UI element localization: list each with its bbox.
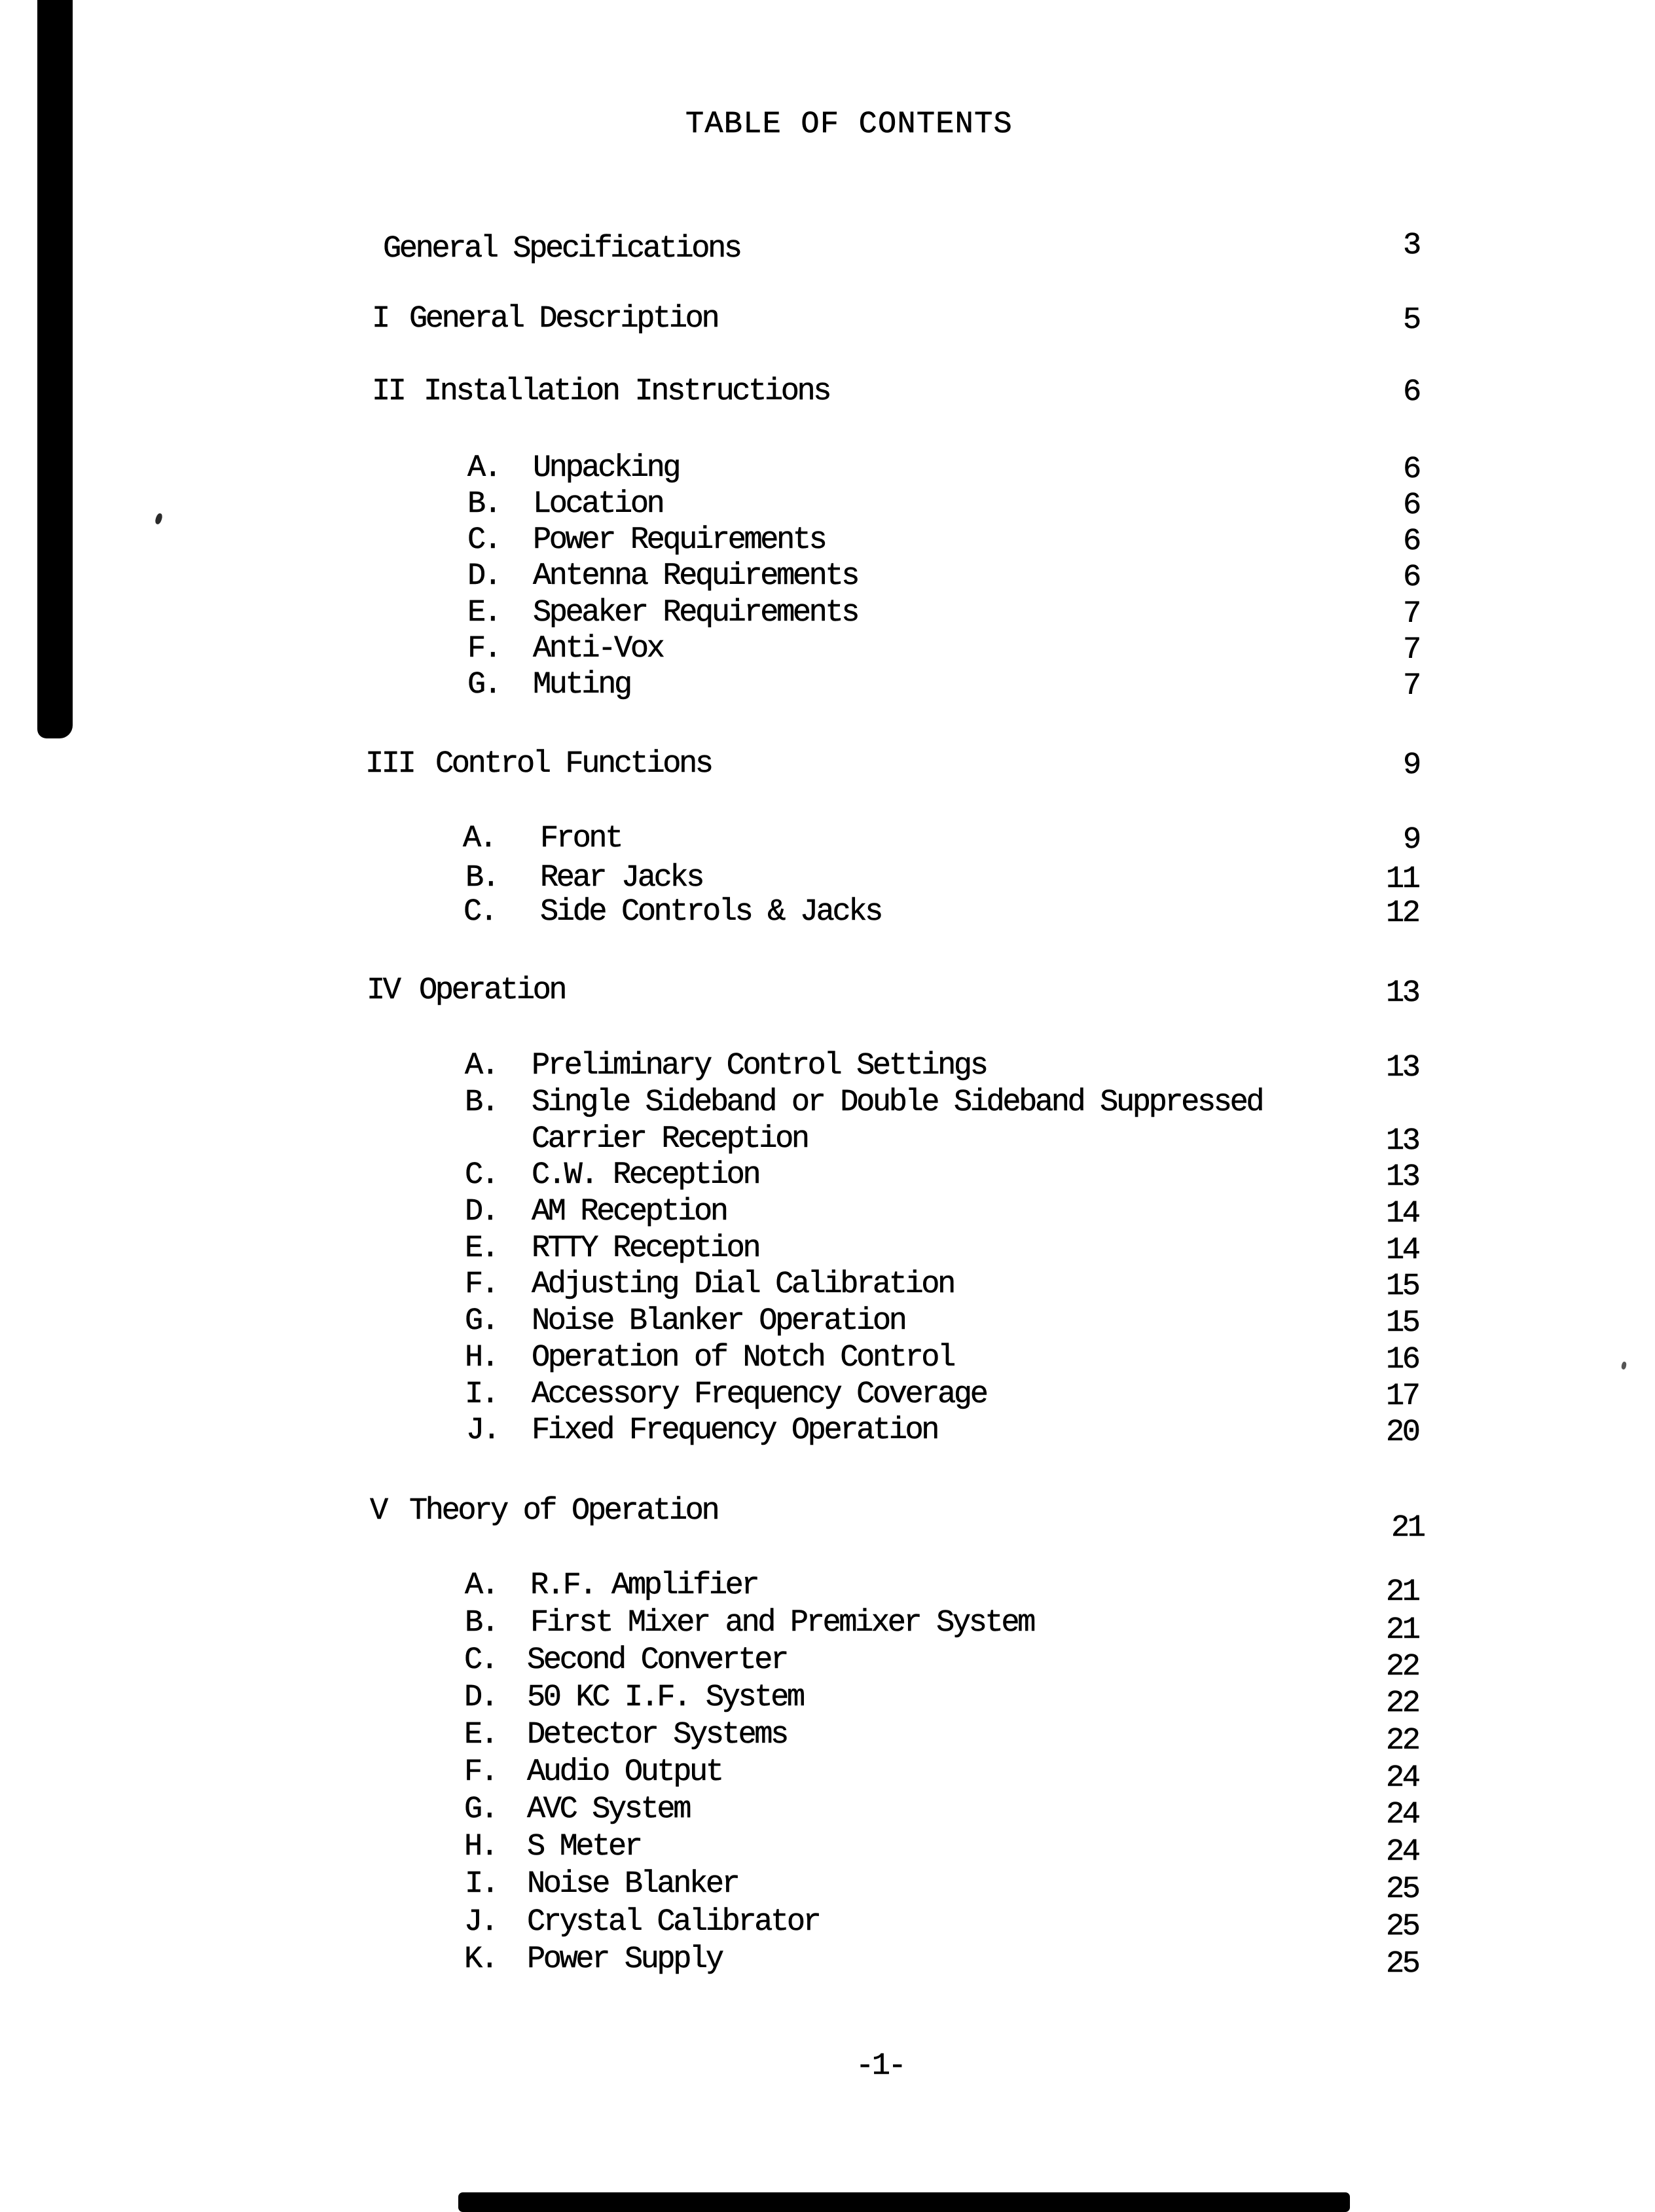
toc-item-page: 7 bbox=[1403, 669, 1419, 704]
toc-item-label: Location bbox=[533, 487, 663, 522]
toc-item-page: 9 bbox=[1403, 748, 1419, 783]
toc-item-page: 24 bbox=[1386, 1761, 1419, 1796]
toc-item-page: 6 bbox=[1403, 524, 1419, 559]
toc-item-label: Carrier Reception bbox=[532, 1122, 808, 1157]
toc-item-page: 24 bbox=[1386, 1798, 1419, 1832]
toc-item-label: Second Converter bbox=[527, 1643, 787, 1678]
toc-item-label: Muting bbox=[533, 668, 630, 702]
toc-item-label: Speaker Requirements bbox=[533, 596, 858, 630]
toc-item-numeral: C. bbox=[467, 523, 500, 558]
toc-item-page: 7 bbox=[1403, 597, 1419, 632]
toc-item-numeral: B. bbox=[467, 487, 500, 522]
toc-item-label: Anti-Vox bbox=[533, 632, 663, 666]
toc-item-numeral: A. bbox=[465, 1049, 498, 1083]
toc-item-label: 50 KC I.F. System bbox=[527, 1680, 803, 1715]
toc-item-page: 15 bbox=[1386, 1306, 1419, 1341]
scan-artifact-bottom-bar bbox=[458, 2192, 1350, 2212]
toc-item-numeral: III bbox=[365, 747, 414, 782]
toc-item-label: Accessory Frequency Coverage bbox=[532, 1377, 987, 1412]
toc-item-label: Unpacking bbox=[533, 451, 680, 486]
toc-item-label: Antenna Requirements bbox=[533, 559, 858, 594]
toc-item-page: 22 bbox=[1386, 1650, 1419, 1684]
scan-artifact-left-bar bbox=[37, 0, 73, 738]
toc-item-page: 17 bbox=[1386, 1379, 1419, 1414]
toc-item-label: RTTY Reception bbox=[532, 1231, 759, 1266]
toc-item-numeral: G. bbox=[465, 1304, 498, 1339]
toc-item-page: 14 bbox=[1386, 1197, 1419, 1231]
toc-item-numeral: B. bbox=[465, 1085, 498, 1120]
toc-item-numeral: K. bbox=[464, 1942, 497, 1977]
toc-item-numeral: B. bbox=[465, 1606, 498, 1641]
toc-item-label: Fixed Frequency Operation bbox=[532, 1413, 938, 1448]
toc-item-label: Crystal Calibrator bbox=[527, 1905, 820, 1940]
toc-item-page: 21 bbox=[1386, 1575, 1419, 1610]
toc-item-page: 7 bbox=[1403, 633, 1419, 668]
toc-item-page: 13 bbox=[1386, 1051, 1419, 1085]
toc-item-label: Noise Blanker Operation bbox=[532, 1304, 905, 1339]
toc-item-label: AVC System bbox=[527, 1792, 690, 1827]
toc-item-numeral: II bbox=[372, 374, 405, 409]
toc-item-label: Rear Jacks bbox=[540, 861, 703, 896]
toc-item-page: 20 bbox=[1386, 1415, 1419, 1450]
toc-item-numeral: B. bbox=[465, 861, 498, 896]
toc-item-page: 13 bbox=[1386, 976, 1419, 1011]
toc-item-numeral: A. bbox=[463, 822, 496, 856]
toc-item-label: Control Functions bbox=[435, 747, 712, 782]
toc-item-page: 15 bbox=[1386, 1269, 1419, 1304]
toc-item-label: AM Reception bbox=[532, 1195, 727, 1229]
toc-item-label: Single Sideband or Double Sideband Suppressed bbox=[532, 1085, 1263, 1120]
toc-item-label: Theory of Operation bbox=[409, 1494, 718, 1529]
toc-item-numeral: I. bbox=[465, 1867, 498, 1902]
scan-speck-icon bbox=[1621, 1361, 1627, 1369]
toc-item-numeral: C. bbox=[464, 1643, 497, 1678]
toc-item-numeral: H. bbox=[464, 1830, 497, 1864]
toc-item-page: 25 bbox=[1386, 1872, 1419, 1907]
toc-item-page: 16 bbox=[1386, 1343, 1419, 1377]
toc-item-page: 13 bbox=[1386, 1124, 1419, 1159]
toc-item-numeral: F. bbox=[467, 632, 500, 666]
toc-item-page: 22 bbox=[1386, 1724, 1419, 1758]
toc-item-label: Preliminary Control Settings bbox=[532, 1049, 987, 1083]
scan-speck-icon bbox=[155, 513, 164, 525]
toc-item-page: 6 bbox=[1403, 488, 1419, 523]
toc-item-numeral: D. bbox=[467, 559, 500, 594]
toc-item-page: 3 bbox=[1403, 228, 1419, 263]
toc-item-label: Audio Output bbox=[527, 1755, 722, 1790]
toc-item-label: Power Supply bbox=[527, 1942, 722, 1977]
toc-item-page: 13 bbox=[1386, 1160, 1419, 1195]
toc-item-label: Installation Instructions bbox=[424, 374, 830, 409]
toc-item-label: Operation of Notch Control bbox=[532, 1341, 954, 1375]
toc-item-numeral: G. bbox=[467, 668, 500, 702]
toc-item-numeral: C. bbox=[465, 1158, 498, 1193]
toc-item-numeral: G. bbox=[464, 1792, 497, 1827]
toc-item-page: 25 bbox=[1386, 1910, 1419, 1944]
toc-item-page: 12 bbox=[1386, 896, 1419, 931]
toc-item-label: Side Controls & Jacks bbox=[540, 895, 881, 930]
toc-item-numeral: E. bbox=[467, 596, 500, 630]
toc-item-label: General Specifications bbox=[383, 232, 740, 266]
toc-item-numeral: J. bbox=[466, 1413, 499, 1448]
toc-item-page: 25 bbox=[1386, 1947, 1419, 1982]
toc-item-label: Front bbox=[540, 822, 622, 856]
toc-item-numeral: V bbox=[370, 1494, 386, 1529]
toc-item-label: Power Requirements bbox=[533, 523, 826, 558]
toc-item-numeral: D. bbox=[465, 1195, 498, 1229]
toc-item-label: R.F. Amplifier bbox=[530, 1568, 758, 1603]
toc-item-page: 21 bbox=[1386, 1613, 1419, 1648]
toc-item-label: General Description bbox=[409, 302, 718, 336]
toc-item-numeral: E. bbox=[465, 1231, 498, 1266]
toc-item-numeral: F. bbox=[464, 1755, 497, 1790]
toc-item-numeral: F. bbox=[465, 1267, 498, 1302]
page-number-footer: -1- bbox=[856, 2049, 905, 2084]
toc-item-numeral: J. bbox=[464, 1905, 497, 1940]
toc-item-page: 5 bbox=[1403, 303, 1419, 338]
toc-item-label: S Meter bbox=[527, 1830, 641, 1864]
toc-item-numeral: C. bbox=[464, 895, 496, 930]
page-title: TABLE OF CONTENTS bbox=[685, 107, 1013, 142]
toc-item-numeral: I bbox=[372, 302, 388, 336]
toc-item-numeral: D. bbox=[464, 1680, 497, 1715]
toc-item-label: First Mixer and Premixer System bbox=[530, 1606, 1034, 1641]
toc-item-label: Noise Blanker bbox=[527, 1867, 738, 1902]
toc-item-page: 21 bbox=[1391, 1511, 1424, 1546]
toc-item-page: 11 bbox=[1386, 862, 1419, 897]
toc-item-numeral: A. bbox=[467, 451, 500, 486]
toc-item-numeral: A. bbox=[465, 1568, 498, 1603]
toc-item-numeral: H. bbox=[465, 1341, 498, 1375]
toc-item-page: 6 bbox=[1403, 560, 1419, 595]
toc-item-numeral: E. bbox=[464, 1718, 497, 1752]
toc-item-page: 14 bbox=[1386, 1233, 1419, 1268]
toc-item-page: 9 bbox=[1403, 823, 1419, 858]
toc-item-page: 6 bbox=[1403, 375, 1419, 410]
toc-item-page: 24 bbox=[1386, 1835, 1419, 1870]
toc-item-label: C.W. Reception bbox=[532, 1158, 759, 1193]
toc-item-page: 6 bbox=[1403, 452, 1419, 487]
toc-item-label: Detector Systems bbox=[527, 1718, 787, 1752]
toc-item-page: 22 bbox=[1386, 1686, 1419, 1721]
toc-item-label: Operation bbox=[419, 973, 566, 1008]
toc-item-numeral: I. bbox=[465, 1377, 498, 1412]
toc-item-numeral: IV bbox=[367, 973, 399, 1008]
toc-item-label: Adjusting Dial Calibration bbox=[532, 1267, 954, 1302]
